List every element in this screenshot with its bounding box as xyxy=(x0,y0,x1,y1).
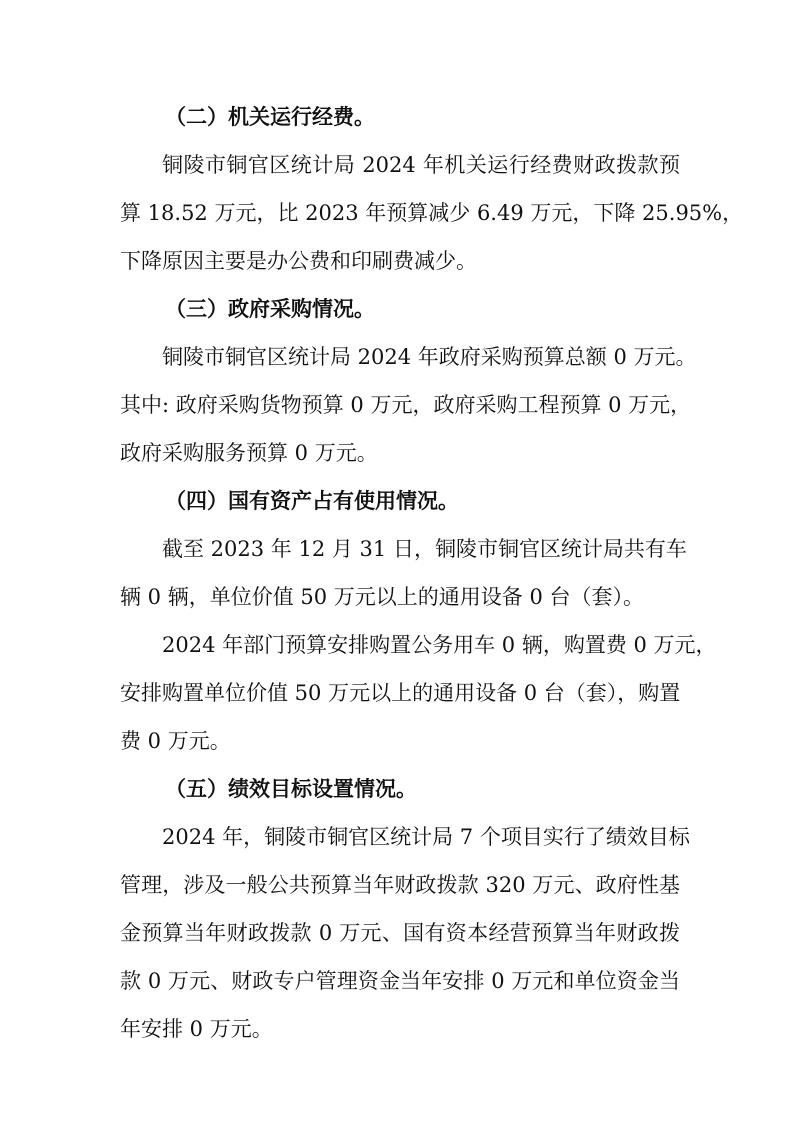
paragraph-line: 2024 年部门预算安排购置公务用车 0 辆，购置费 0 万元， xyxy=(162,633,717,657)
paragraph-line: 2024 年，铜陵市铜官区统计局 7 个项目实行了绩效目标 xyxy=(162,825,690,849)
section-heading-government-procurement: （三）政府采购情况。 xyxy=(165,296,375,321)
paragraph-line: 截至 2023 年 12 月 31 日，铜陵市铜官区统计局共有车 xyxy=(162,537,687,561)
paragraph-line: 铜陵市铜官区统计局 2024 年政府采购预算总额 0 万元。 xyxy=(162,345,697,369)
paragraph-line: 年安排 0 万元。 xyxy=(120,1017,273,1041)
paragraph-line: 费 0 万元。 xyxy=(120,729,231,753)
paragraph-line: 金预算当年财政拨款 0 万元、国有资本经营预算当年财政拨 xyxy=(120,921,680,945)
section-heading-performance-targets: （五）绩效目标设置情况。 xyxy=(165,776,417,801)
paragraph-line: 安排购置单位价值 50 万元以上的通用设备 0 台（套），购置 xyxy=(120,681,681,705)
paragraph-line: 辆 0 辆，单位价值 50 万元以上的通用设备 0 台（套）。 xyxy=(120,585,644,609)
paragraph-line: 款 0 万元、财政专户管理资金当年安排 0 万元和单位资金当 xyxy=(120,969,680,993)
paragraph-line: 算 18.52 万元，比 2023 年预算减少 6.49 万元，下降 25.95%， xyxy=(120,201,744,225)
section-heading-operating-costs: （二）机关运行经费。 xyxy=(165,104,375,129)
section-heading-state-assets: （四）国有资产占有使用情况。 xyxy=(165,488,459,513)
paragraph-line: 下降原因主要是办公费和印刷费减少。 xyxy=(120,249,477,273)
paragraph-line: 管理，涉及一般公共预算当年财政拨款 320 万元、政府性基 xyxy=(120,873,680,897)
paragraph-line: 铜陵市铜官区统计局 2024 年机关运行经费财政拨款预 xyxy=(162,153,680,177)
paragraph-line: 政府采购服务预算 0 万元。 xyxy=(120,441,378,465)
paragraph-line: 其中: 政府采购货物预算 0 万元，政府采购工程预算 0 万元， xyxy=(120,393,692,417)
